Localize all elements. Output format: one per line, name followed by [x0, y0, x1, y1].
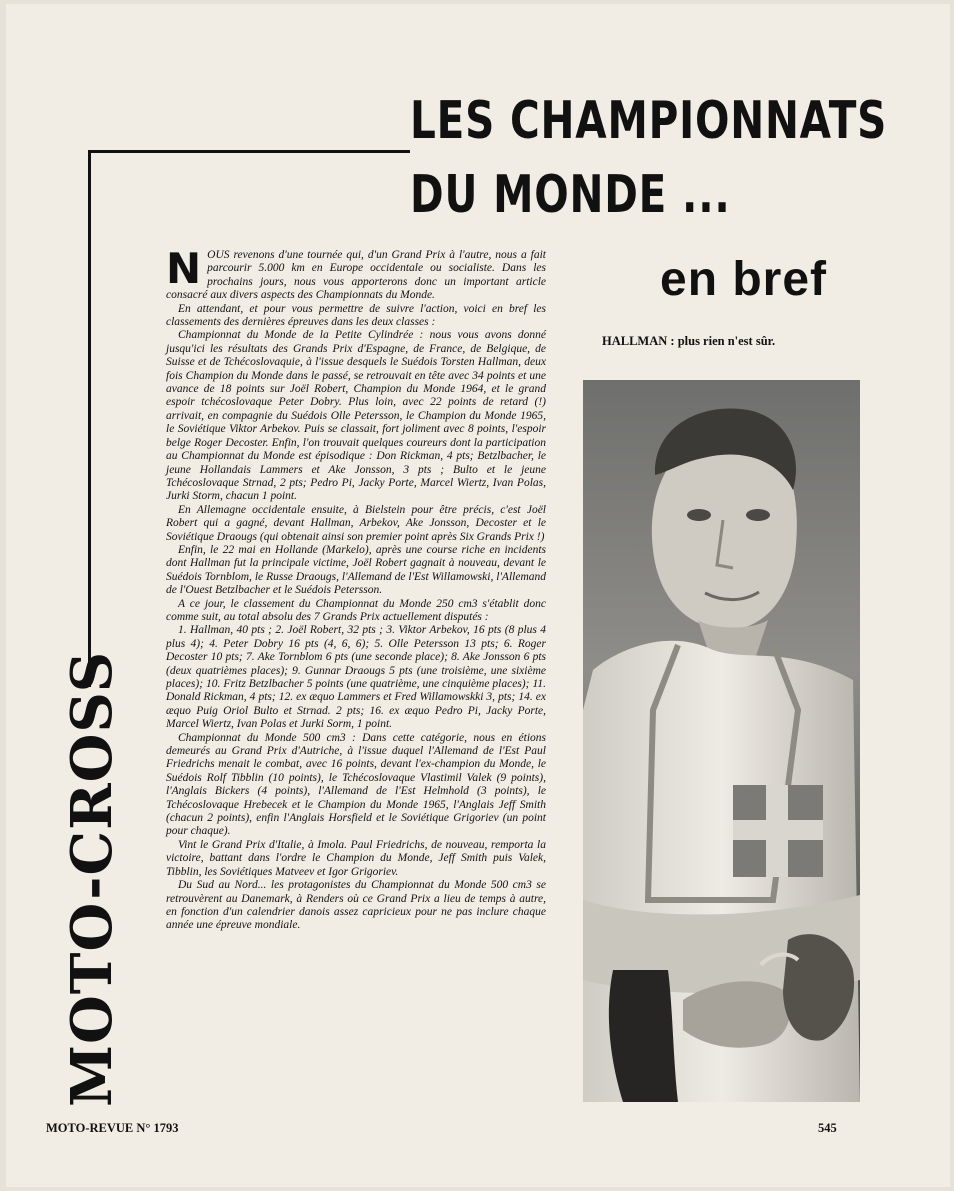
article-paragraph: A ce jour, le classement du Championnat du Monde 250 cm3 s'établit donc comme suit, au total absolu des 7 Grands Prix actuellement disputés : — [166, 597, 546, 623]
drop-cap: N — [166, 244, 202, 293]
photo-caption: HALLMAN : plus rien n'est sûr. — [602, 334, 776, 348]
rider-photo — [583, 380, 860, 1102]
subtitle: en bref — [660, 253, 828, 306]
magazine-page — [6, 4, 950, 1187]
article-paragraph — [166, 244, 546, 303]
article-paragraph: Enfin, le 22 mai en Hollande (Markelo), après une course riche en incidents dont Hallman fut la principale victime, Joël Robert gagnait à nouveau, devant le Suédois Tornblom, le Russe Draougs, l'Allemand de l'Est Willamowski, l'Allemand de l'Ouest Betzlbacher et le Suédois Petersson. — [166, 543, 546, 597]
article-paragraph-text: OUS revenons d'une tournée qui, d'un Grand Prix à l'autre, nous a fait parcourir 5.000 km en Europe occidentale ou socialiste. Dans les prochains jours, nous vous apporterons donc un important article consacré aux divers aspects des Championnats du Monde. — [166, 249, 546, 302]
headline-line-1: LES CHAMPIONNATS — [410, 91, 888, 151]
article-paragraph: Du Sud au Nord... les protagonistes du Championnat du Monde 500 cm3 se retrouvèrent au Danemark, à Renders où ce Grand Prix a lieu de temps à autre, en fonction d'un calendrier danois assez capricieux pour ne pas inclure chaque année une épreuve mondiale. — [166, 879, 546, 932]
article-paragraph: Championnat du Monde de la Petite Cylindrée : nous vous avons donné jusqu'ici les résultats des Grands Prix d'Espagne, de France, de Belgique, de Suisse et de Tchécoslovaquie, à l'issue desquels le Suédois Torsten Hallman, deux fois Champion du Monde dans le passé, se retrouvait en tête avec 34 points et une avance de 18 points sur Joël Robert, Champion du Monde 1964, et le grand espoir tchécoslovaque Peter Dobry. Plus loin, avec 22 points de retard (!) arrivait, en compagnie du Suédois Olle Petersson, le Champion du Monde 1965, le Soviétique Viktor Arbekov. Puis se classait, fort joliment avec 8 points, l'espoir belge Roger Decoster. Enfin, l'on trouvait quelques coureurs dont la participation au Championnat du Monde est épisodique : Don Rickman, 4 pts; Betzlbacher, le jeune Hollandais Lammers et Ake Jonsson, 3 pts ; Bulto et le jeune Tchécoslovaque Strnad, 2 pts; Pedro Pi, Jacky Porte, Marcel Wiertz, Ivan Polas, Jurki Storm, chacun 1 point. — [166, 329, 546, 503]
article-paragraph: Vint le Grand Prix d'Italie, à Imola. Paul Friedrichs, de nouveau, remporta la victoire, battant dans l'ordre le Champion du Monde, Jeff Smith puis Valek, Tibblin, les Soviétiques Matveev et Igor Grigoriev. — [166, 838, 546, 878]
publication-footer: MOTO-REVUE N° 1793 — [46, 1121, 179, 1135]
article-paragraph: Championnat du Monde 500 cm3 : Dans cette catégorie, nous en étions demeurés au Grand Prix d'Autriche, à l'issue duquel l'Allemand de l'Est Paul Friedrichs menait le combat, avec 16 points, devant l'ex-champion du Monde, le Suédois Rolf Tibblin (10 points), le Tchécoslovaque Vlastimil Valek (9 points), l'Anglais Bickers (4 points), l'Allemand de l'Est Helmhold (3 points), le Tchécoslovaque Hrebecek et le Champion du Monde 1965, l'Anglais Jeff Smith (chacun 2 points), enfin l'Anglais Horsfield et le Soviétique Grigoriev (un point pour chaque). — [166, 731, 546, 838]
headline-line-2: DU MONDE ... — [410, 165, 731, 225]
article-paragraph: 1. Hallman, 40 pts ; 2. Joël Robert, 32 pts ; 3. Viktor Arbekov, 16 pts (8 plus 4 plus 4); 4. Peter Dobry 16 pts (4, 6, 6); 5. Olle Petersson 13 pts; 6. Roger Decoster 10 pts; 7. Ake Tornblom 6 pts (une seconde place); 8. Ake Jonsson 6 pts (deux quatrièmes places); 9. Gunnar Draougs 5 pts (une troisième, une sixième places); 10. Fritz Betzlbacher 5 points (une quatrième, une cinquième places); 11. Donald Rickman, 4 pts; 12. ex æquo Lammers et Fred Willamowskki 3, pts; 14. ex æquo Puig Oriol Bulto et Strnad. 2 pts; 16. ex æquo Pedro Pi, Jacky Porte, Marcel Wiertz, Ivan Polas et Jurki Sorm, 1 point. — [166, 624, 546, 731]
rider-photo-illustration — [583, 380, 860, 1102]
headline — [410, 84, 888, 232]
article-paragraph: En Allemagne occidentale ensuite, à Bielstein pour être précis, c'est Joël Robert qui a gagné, devant Hallman, Arbekov, Ake Jonsson, Decoster et le Soviétique Draougs (qui obtenait ainsi son premier point après Six Grands Prix !) — [166, 503, 546, 543]
section-label-vertical: MOTO-CROSS — [59, 650, 125, 1107]
page-number: 545 — [818, 1121, 837, 1135]
article-body — [166, 244, 546, 933]
article-paragraph: En attendant, et pour vous permettre de suivre l'action, voici en bref les classements des dernières épreuves dans les deux classes : — [166, 302, 546, 329]
frame-rule-vertical — [88, 150, 91, 687]
frame-rule-horizontal — [88, 150, 410, 153]
